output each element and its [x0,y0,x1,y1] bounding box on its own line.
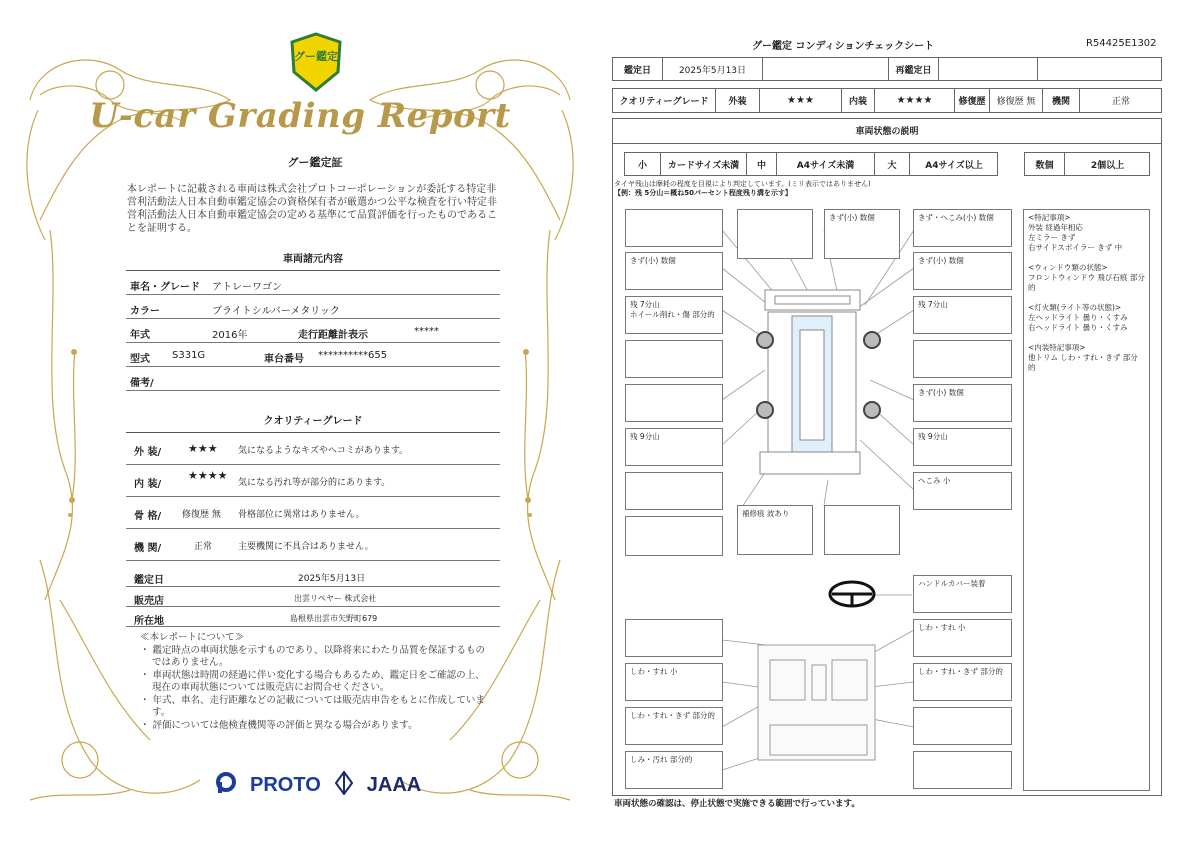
dealer-info-table [126,566,500,627]
special-notes-panel [1023,209,1150,791]
jaaa-logo: JAAA [366,773,422,796]
special-note-line: 右サイドスポイラー きず 中 [1028,243,1123,252]
special-note-line: <内装特記事項> [1028,343,1086,352]
vehicle-spec-table [126,250,500,391]
frame-desc: 骨格部位に異常はありません。 [238,510,365,520]
special-note-line: フロントウィンドウ 飛び石痕 部分的 [1028,273,1145,292]
special-note-line: <特記事項> [1028,213,1071,222]
quality-grade-table [126,412,500,561]
grade-row-interior [126,465,500,497]
logo-text: グー鑑定 [294,50,338,63]
special-note-line: <灯火類(ライト等の状態)> [1028,303,1122,312]
engine-label: 機 関/ [134,543,162,554]
interior-stars: ★★★★ [188,469,228,482]
sheet-int-stars: ★★★★ [875,89,955,112]
interior-desc: 気になる汚れ等が部分的にあります。 [238,478,391,488]
jaaa-logo-icon [335,771,353,799]
name-value: アトレーワゴン [212,282,282,293]
address-label: 所在地 [134,616,164,627]
special-note-line: 右ヘッドライト 曇り・くすみ [1028,323,1128,332]
note-item: ・ 車両状態は時間の経過に伴い変化する場合もあるため、鑑定日をご確認の上、現在の車両状態については販売店にお問合せください。 [140,669,485,693]
note-item: ・ 年式、車名、走行距離などの記載については販売店申告をもとに作成しています。 [140,694,485,718]
info-row-date [126,566,500,587]
special-note-line: 外装 経過年相応 [1028,223,1083,232]
sheet-int-label: 内装 [842,89,875,112]
damage-box-top-right: きず・へこみ(小) 数個 [913,209,1012,247]
color-label: カラー [130,306,160,317]
interior-label: 内 装/ [134,479,162,490]
special-note-line [1028,293,1145,303]
spec-row-model [126,343,500,367]
spec-row-name [126,271,500,295]
grade-row-exterior [126,433,500,465]
exterior-desc: 気になるようなキズやヘコミがあります。 [238,446,409,456]
damage-box [824,505,900,555]
condition-section-title: 車両状態の説明 [612,120,1162,144]
grade-row-engine [126,529,500,561]
model-label: 型式 [130,354,150,365]
spec-row-year [126,319,500,343]
interior-box-right-1: しわ・すれ 小 [913,619,1012,657]
address-value: 島根県出雲市矢野町679 [290,614,378,623]
proto-logo-icon [216,772,236,798]
damage-box [625,209,723,247]
redate-label: 再鑑定日 [889,58,939,80]
damage-box-right-1: きず(小) 数個 [913,252,1012,290]
goo-kantei-logo [288,32,344,92]
quality-section-title: クオリティーグレード [126,412,500,433]
size-small-desc: カードサイズ未満 [661,153,747,175]
damage-box-left-1: きず(小) 数個 [625,252,723,290]
size-small-label: 小 [625,153,661,175]
special-note-line: 左ヘッドライト 曇り・くすみ [1028,313,1128,322]
interior-box [913,707,1012,745]
model-value: S331G [172,350,206,361]
interior-box-left-4: しみ・汚れ 部分的 [625,751,723,789]
special-note-line [1028,253,1145,263]
size-large-label: 大 [875,153,910,175]
chassis-value: **********655 [318,350,388,361]
mileage-label: 走行距離計表示 [298,330,368,341]
interior-box [913,751,1012,789]
exterior-stars: ★★★ [188,442,218,455]
exterior-label: 外 装/ [134,447,162,458]
special-note-line: 他トリム しわ・すれ・きず 部分的 [1028,353,1138,372]
sheet-engine-label: 機関 [1043,89,1080,112]
info-row-shop [126,587,500,607]
name-label: 車名・グレード [130,282,200,293]
note-item: ・ 鑑定時点の車両状態を示すものであり、以降将来にわたり品質を保証するものではありません。 [140,644,486,668]
special-note-line [1028,333,1145,343]
spec-row-remarks [126,367,500,391]
sheet-repair-value: 修復歴 無 [990,89,1043,112]
sheet-title: グー鑑定 コンディションチェックシート [752,41,935,52]
damage-box [625,384,723,422]
damage-box [737,209,813,259]
damage-box-bottom-center: 補修痕 波あり [737,505,813,555]
certificate-heading: グー鑑定証 [287,156,343,169]
shop-label: 販売店 [134,596,164,607]
certificate-statement: 本レポートに記載される車両は株式会社プロトコーポレーションが委託する特定非営利活動法人日本自動車鑑定協会の資格保有者が厳選かつ公平な検査を行い特定非営利活動法人日本自動車鑑定協会の定める基準にて品質評価を行ったものであることを証明する。 [127,184,497,234]
year-value: 2016年 [212,330,248,341]
report-id: R54425E1302 [1086,38,1157,49]
damage-box [625,516,723,556]
year-label: 年式 [130,330,150,341]
sheet-repair-label: 修復歴 [955,89,990,112]
steering-wheel-icon [830,582,874,606]
legend-note-line: タイヤ残山は摩耗の程度を目視により判定しています。(ミリ表示ではありません) [614,180,871,188]
report-notes [140,632,490,732]
interior-box-right-2: しわ・すれ・きず 部分的 [913,663,1012,701]
frame-label: 骨 格/ [134,511,162,522]
special-note-line: <ウィンドウ類の状態> [1028,263,1108,272]
date-label: 鑑定日 [134,575,164,586]
sheet-engine-value: 正常 [1111,97,1130,107]
sheet-date-label: 鑑定日 [613,58,663,80]
chassis-label: 車台番号 [264,354,304,365]
color-value: ブライトシルバーメタリック [212,306,340,317]
sheet-ext-stars: ★★★ [760,89,842,112]
company-logos [216,770,421,800]
interior-box-left-3: しわ・すれ・きず 部分的 [625,707,723,745]
sheet-date-value: 2025年5月13日 [663,58,763,80]
notes-title: ≪本レポートについて≫ [140,632,245,643]
grade-row-frame [126,497,500,529]
size-mid-desc: A4サイズ未満 [777,153,875,175]
sheet-ext-label: 外装 [716,89,760,112]
damage-box-right-2: 残 7分山 [913,296,1012,334]
condition-check-sheet [600,0,1200,848]
size-mid-label: 中 [747,153,777,175]
spec-row-color [126,295,500,319]
spec-section-title: 車両諸元内容 [126,250,500,271]
interior-box [625,619,723,657]
report-script-title: U-car Grading Report [89,96,511,136]
legend-note-line: 【例：残 5分山＝概ね50パーセント程度残り溝を示す】 [614,189,792,197]
engine-value: 正常 [194,542,213,552]
damage-box-left-2: 残 7分山 ホイール削れ・傷 部分的 [625,296,723,334]
date-value: 2025年5月13日 [298,574,366,584]
special-note-line: 左ミラー きず [1028,233,1076,242]
shop-value: 出雲リペヤー 株式会社 [294,594,377,603]
damage-box [625,340,723,378]
damage-box-right-5: 残 9分山 [913,428,1012,466]
damage-box [625,472,723,510]
count-desc: 2個以上 [1090,160,1125,171]
count-label: 数個 [1025,153,1065,175]
damage-box [913,340,1012,378]
interior-box-left-2: しわ・すれ 小 [625,663,723,701]
footer-note: 車両状態の確認は、停止状態で実施できる範囲で行っています。 [614,799,860,809]
engine-desc: 主要機関に不具合はありません。 [238,542,374,552]
note-item: ・ 評価については他検査機関等の評価と異なる場合があります。 [140,719,418,731]
mileage-value: ***** [414,326,439,337]
frame-value: 修復歴 無 [182,510,221,520]
proto-logo: PROTO [250,773,321,796]
damage-box-left-5: 残 9分山 [625,428,723,466]
sheet-grade-label: クオリティーグレード [613,89,716,112]
handle-box: ハンドルカバー装着 [913,575,1012,613]
info-row-address [126,607,500,627]
size-large-desc: A4サイズ以上 [925,160,983,171]
damage-box-right-4: きず(小) 数個 [913,384,1012,422]
damage-box-top-center: きず(小) 数個 [824,209,900,259]
remarks-label: 備考/ [130,378,154,389]
damage-box-right-6: へこみ 小 [913,472,1012,510]
